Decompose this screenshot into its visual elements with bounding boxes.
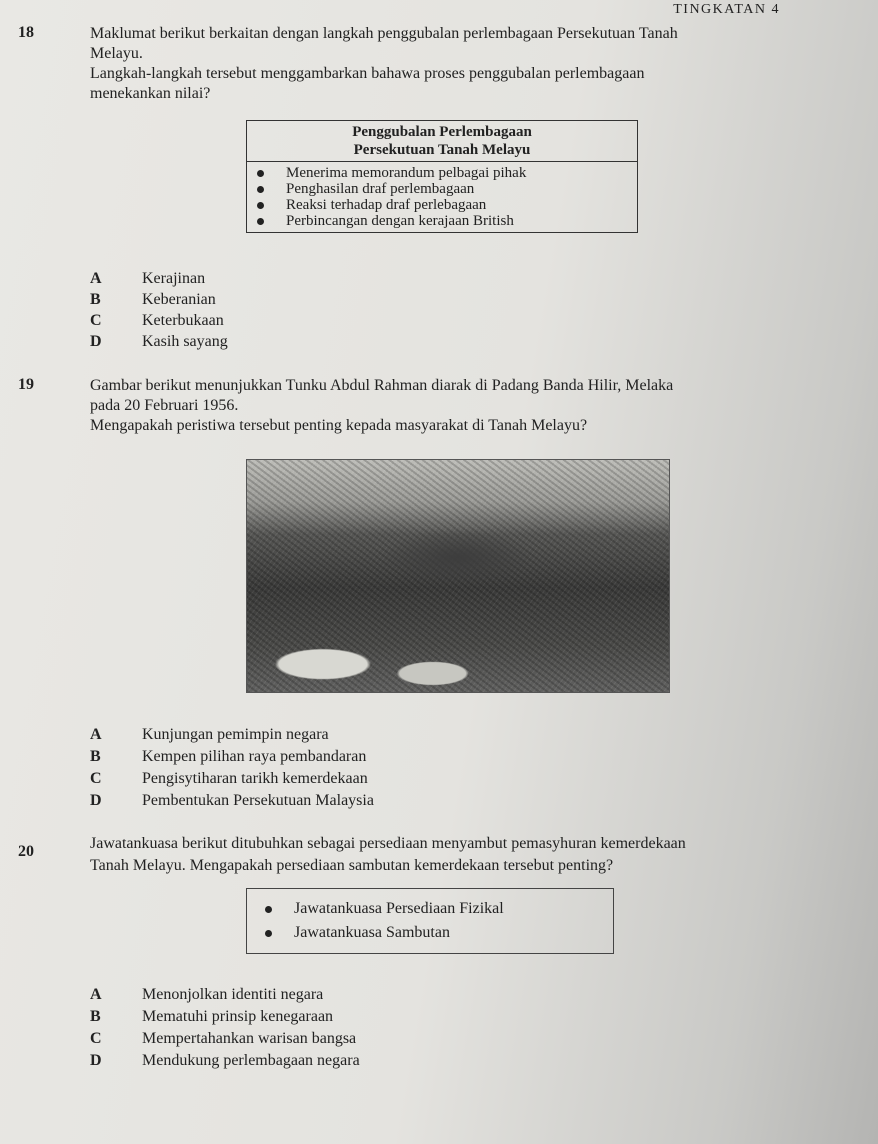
option-text: Kerajinan bbox=[142, 270, 206, 287]
option-a[interactable] bbox=[90, 268, 228, 289]
option-letter: C bbox=[90, 770, 102, 787]
info-box-item-text: Jawatankuasa Sambutan bbox=[294, 924, 450, 941]
info-table-title bbox=[247, 121, 638, 162]
bullet-icon bbox=[257, 170, 264, 177]
info-table-title-line-1: Penggubalan Perlembagaan bbox=[352, 124, 532, 140]
option-b[interactable] bbox=[90, 1006, 360, 1028]
option-letter: A bbox=[90, 726, 102, 743]
question-18-line-3: Langkah-langkah tersebut menggambarkan bahawa proses penggubalan perlembagaan bbox=[90, 65, 645, 82]
option-letter: C bbox=[90, 312, 102, 329]
bullet-icon bbox=[257, 186, 264, 193]
info-table-title-line-2: Persekutuan Tanah Melayu bbox=[353, 142, 531, 158]
crowd-photo bbox=[246, 459, 670, 693]
option-b[interactable] bbox=[90, 289, 228, 310]
question-18-stem bbox=[90, 24, 850, 104]
option-letter: B bbox=[90, 291, 101, 308]
info-table-item-text: Perbincangan dengan kerajaan British bbox=[286, 213, 514, 229]
option-text: Mempertahankan warisan bangsa bbox=[142, 1030, 357, 1047]
bullet-icon bbox=[257, 202, 264, 209]
question-19-number: 19 bbox=[18, 376, 34, 393]
info-table-item bbox=[257, 181, 631, 197]
option-c[interactable] bbox=[90, 768, 374, 790]
option-text: Mematuhi prinsip kenegaraan bbox=[142, 1008, 334, 1025]
question-20-line-2: Tanah Melayu. Mengapakah persediaan sambutan kemerdekaan tersebut penting? bbox=[90, 857, 614, 874]
option-letter: B bbox=[90, 1008, 101, 1025]
option-text: Keberanian bbox=[142, 291, 216, 308]
option-letter: D bbox=[90, 1052, 102, 1069]
option-d[interactable] bbox=[90, 331, 228, 352]
option-letter: A bbox=[90, 270, 102, 287]
option-text: Kempen pilihan raya pembandaran bbox=[142, 748, 367, 765]
question-18-options bbox=[90, 268, 228, 352]
option-c[interactable] bbox=[90, 1028, 360, 1050]
info-table-body-row bbox=[247, 162, 638, 233]
bullet-icon bbox=[265, 930, 272, 937]
option-letter: B bbox=[90, 748, 101, 765]
option-letter: D bbox=[90, 333, 102, 350]
question-20-info-box bbox=[246, 888, 614, 954]
option-a[interactable] bbox=[90, 984, 360, 1006]
option-text: Mendukung perlembagaan negara bbox=[142, 1052, 360, 1069]
question-19-line-1: Gambar berikut menunjukkan Tunku Abdul Rahman diarak di Padang Banda Hilir, Melaka bbox=[90, 377, 674, 394]
question-18-line-4: menekankan nilai? bbox=[90, 85, 211, 102]
option-text: Pengisytiharan tarikh kemerdekaan bbox=[142, 770, 368, 787]
question-20-number: 20 bbox=[18, 843, 34, 860]
option-text: Menonjolkan identiti negara bbox=[142, 986, 324, 1003]
info-box-item bbox=[265, 921, 603, 945]
option-a[interactable] bbox=[90, 724, 374, 746]
option-letter: A bbox=[90, 986, 102, 1003]
option-text: Pembentukan Persekutuan Malaysia bbox=[142, 792, 374, 809]
info-box-item bbox=[265, 897, 603, 921]
question-20-stem bbox=[90, 833, 850, 877]
option-c[interactable] bbox=[90, 310, 228, 331]
info-table-item bbox=[257, 197, 631, 213]
option-text: Keterbukaan bbox=[142, 312, 224, 329]
option-d[interactable] bbox=[90, 790, 374, 812]
option-letter: C bbox=[90, 1030, 102, 1047]
info-table-item-text: Menerima memorandum pelbagai pihak bbox=[286, 165, 527, 181]
question-19-line-2: pada 20 Februari 1956. bbox=[90, 397, 239, 414]
question-19-options bbox=[90, 724, 374, 812]
question-18-line-2: Melayu. bbox=[90, 45, 143, 62]
question-18-line-1: Maklumat berikut berkaitan dengan langkah penggubalan perlembagaan Persekutuan Tanah bbox=[90, 25, 678, 42]
info-table-header-row bbox=[247, 121, 638, 162]
option-b[interactable] bbox=[90, 746, 374, 768]
info-table-item bbox=[257, 165, 631, 181]
bullet-icon bbox=[257, 218, 264, 225]
info-table-item-text: Reaksi terhadap draf perlebagaan bbox=[286, 197, 487, 213]
question-19-line-3: Mengapakah peristiwa tersebut penting kepada masyarakat di Tanah Melayu? bbox=[90, 417, 588, 434]
option-text: Kasih sayang bbox=[142, 333, 228, 350]
option-text: Kunjungan pemimpin negara bbox=[142, 726, 329, 743]
info-table-item bbox=[257, 213, 631, 229]
question-18-number: 18 bbox=[18, 24, 34, 41]
question-20-line-1: Jawatankuasa berikut ditubuhkan sebagai persediaan menyambut pemasyhuran kemerdekaan bbox=[90, 835, 686, 852]
page-header: TINGKATAN 4 bbox=[673, 2, 780, 17]
bullet-icon bbox=[265, 906, 272, 913]
question-20-options bbox=[90, 984, 360, 1072]
info-table-list bbox=[247, 162, 638, 233]
info-box-item-text: Jawatankuasa Persediaan Fizikal bbox=[294, 900, 504, 917]
option-d[interactable] bbox=[90, 1050, 360, 1072]
option-letter: D bbox=[90, 792, 102, 809]
question-19-stem bbox=[90, 376, 850, 436]
info-table-item-text: Penghasilan draf perlembagaan bbox=[286, 181, 475, 197]
question-18-info-table bbox=[246, 120, 638, 233]
